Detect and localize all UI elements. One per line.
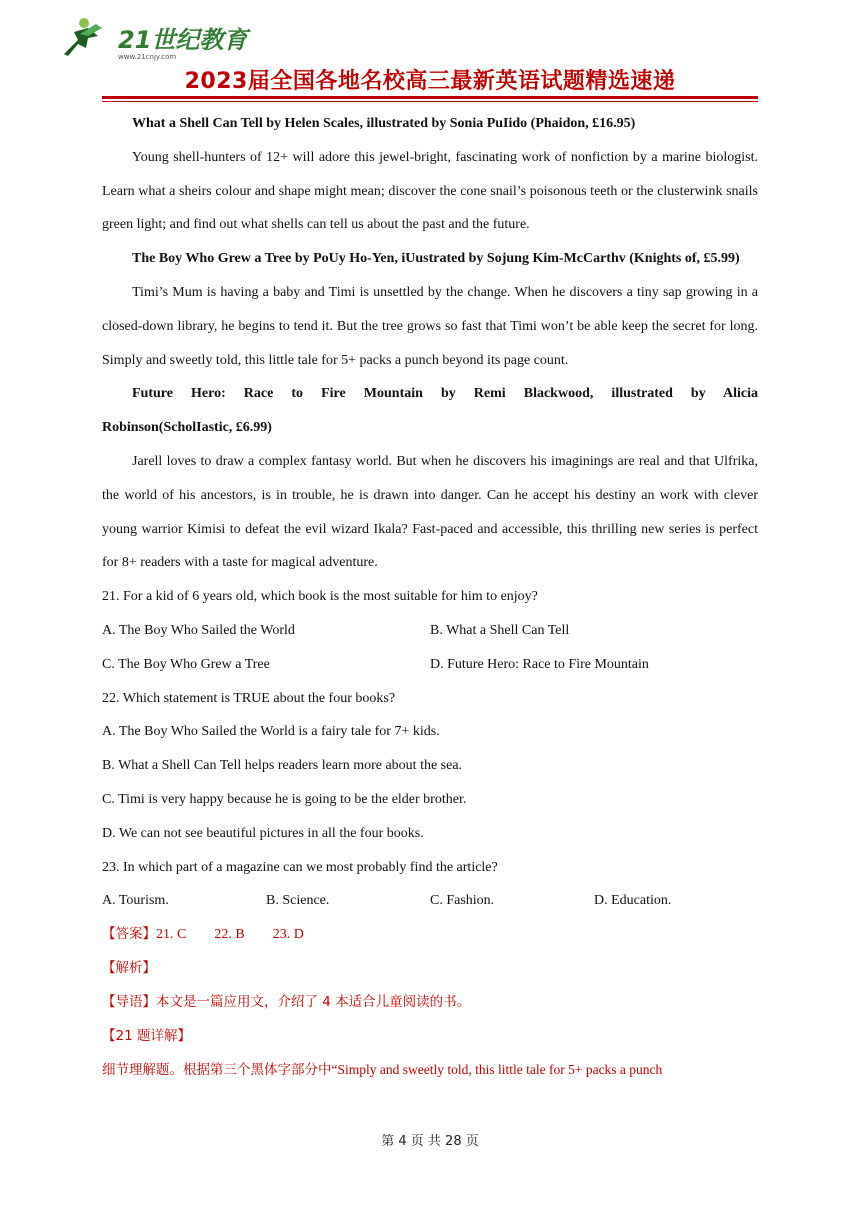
header-logo xyxy=(58,14,248,62)
question-21-option-c: C. The Boy Who Grew a Tree xyxy=(102,656,270,672)
question-21-option-d: D. Future Hero: Race to Fire Mountain xyxy=(430,656,649,672)
header-rule-thin xyxy=(102,101,758,102)
book3-heading-line1: Future Hero: Race to Fire Mountain by Remi Blackwood, illustrated by Alicia xyxy=(132,386,758,402)
question-22-option-c: C. Timi is very happy because he is going to be the elder brother. xyxy=(102,791,467,807)
book1-body: Young shell-hunters of 12+ will adore this jewel-bright, fascinating work of nonfiction by a marine biologist. Learn what a sheirs colour and shape might mean; discover the cone snail’s poisonous teeth or the clusterwink snails green light; and find out what shells can tell us about the past and the future. xyxy=(102,149,758,233)
answer-21: 21. C xyxy=(156,927,187,943)
header-rule-thick xyxy=(102,96,758,99)
question-22-option-a: A. The Boy Who Sailed the World is a fairy tale for 7+ kids. xyxy=(102,724,440,740)
detail-21-label: 【21 题详解】 xyxy=(102,1027,191,1044)
analysis-label: 【解析】 xyxy=(102,959,156,976)
logo-text: 21世纪教育 xyxy=(118,26,248,54)
logo-url: www.21cnjy.com xyxy=(118,53,177,61)
answer-line xyxy=(102,918,758,952)
detail-21-text: 细节理解题。根据第三个黑体字部分中“Simply and sweetly told, this little tale for 5+ packs a punch xyxy=(102,1062,663,1078)
book2-heading: The Boy Who Grew a Tree by PoUy Ho-Yen, iUustrated by Sojung Kim-McCarthv (Knights of, £5.99) xyxy=(132,251,740,267)
book3-heading-line2: Robinson(ScholIastic, £6.99) xyxy=(102,420,272,436)
answer-23: 23. D xyxy=(272,927,304,943)
answer-22: 22. B xyxy=(214,927,245,943)
question-23-option-c: C. Fashion. xyxy=(430,893,495,909)
question-21-stem: 21. For a kid of 6 years old, which book is the most suitable for him to enjoy? xyxy=(102,589,538,605)
guide-text: 本文是一篇应用文，介绍了 4 本适合儿童阅读的书。 xyxy=(156,993,471,1010)
question-23-options xyxy=(102,884,758,918)
guide-label: 【导语】 xyxy=(102,993,156,1010)
document-content xyxy=(102,107,758,1087)
guide-line xyxy=(102,986,758,1020)
page-header-title: 2023届全国各地名校高三最新英语试题精选速递 xyxy=(184,69,676,94)
question-22-stem: 22. Which statement is TRUE about the four books? xyxy=(102,690,396,706)
question-21-option-b: B. What a Shell Can Tell xyxy=(430,622,570,638)
book1-heading: What a Shell Can Tell by Helen Scales, illustrated by Sonia PuIido (Phaidon, £16.95) xyxy=(132,116,636,131)
question-21-options-row2 xyxy=(102,648,758,682)
book3-body: Jarell loves to draw a complex fantasy world. But when he discovers his imaginings are real and that Ulfrika, the world of his ancestors, is in trouble, he is drawn into danger. Can he accept his destiny an work with clever young warrior Kimisi to defeat the evil wizard Ikala? Fast-paced and accessible, this thrilling new series is perfect for 8+ readers with a taste for magical adventure. xyxy=(102,453,758,571)
question-21-option-a: A. The Boy Who Sailed the World xyxy=(102,622,295,638)
question-23-option-a: A. Tourism. xyxy=(102,893,169,909)
book2-body: Timi’s Mum is having a baby and Timi is unsettled by the change. When he discovers a tiny sap growing in a closed-down library, he begins to tend it. But the tree grows so fast that Timi won’t be able keep the secret for long. Simply and sweetly told, this little tale for 5+ packs a punch beyond its page count. xyxy=(102,284,758,368)
answer-label: 【答案】 xyxy=(102,926,156,943)
runner-logo-icon xyxy=(58,14,248,62)
question-22-option-d: D. We can not see beautiful pictures in all the four books. xyxy=(102,825,424,841)
question-23-option-b: B. Science. xyxy=(266,893,330,909)
question-23-stem: 23. In which part of a magazine can we most probably find the article? xyxy=(102,859,498,875)
question-22-option-b: B. What a Shell Can Tell helps readers learn more about the sea. xyxy=(102,758,463,774)
page-footer: 第 4 页 共 28 页 xyxy=(381,1134,479,1149)
question-21-options-row1 xyxy=(102,614,758,648)
question-23-option-d: D. Education. xyxy=(594,893,672,909)
